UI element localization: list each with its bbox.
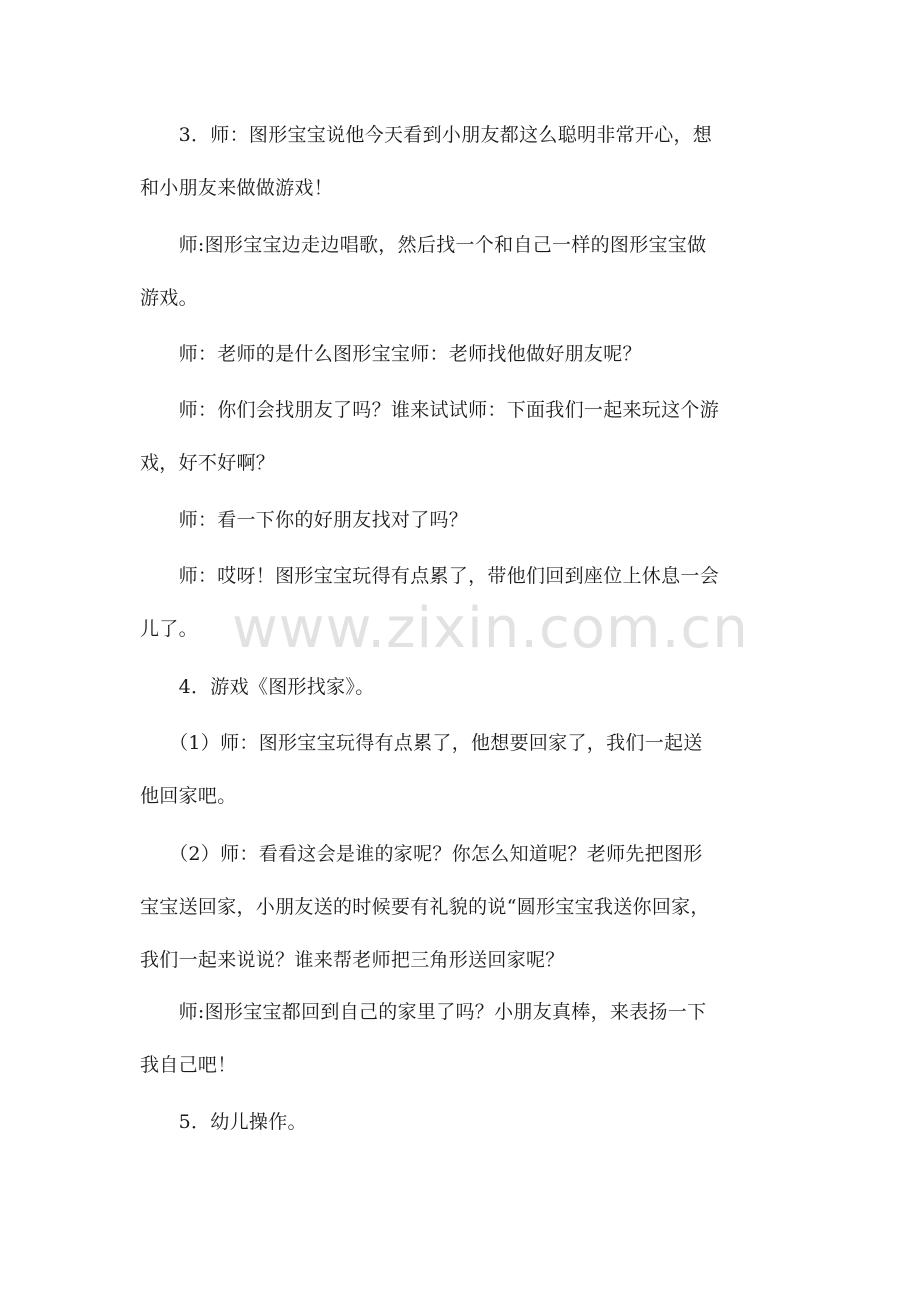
paragraph-5 bbox=[140, 494, 790, 547]
text-line: 师：老师的是什么图形宝宝师：老师找他做好朋友呢？ bbox=[140, 343, 642, 365]
text-line: 儿了。 bbox=[140, 618, 198, 640]
paragraph-6 bbox=[140, 550, 790, 656]
text-line: 师：你们会找朋友了吗？谁来试试师：下面我们一起来玩这个游 bbox=[140, 399, 720, 421]
text-line: 他回家吧。 bbox=[140, 785, 237, 807]
text-line: 师：哎呀！图形宝宝玩得有点累了，带他们回到座位上休息一会 bbox=[140, 565, 720, 587]
paragraph-1 bbox=[140, 109, 790, 215]
text-line: （2）师：看看这会是谁的家呢？你怎么知道呢？老师先把图形 bbox=[140, 843, 703, 865]
paragraph-11 bbox=[140, 1096, 790, 1149]
paragraph-4 bbox=[140, 384, 790, 490]
text-line: 和小朋友来做做游戏！ bbox=[140, 177, 334, 199]
text-line: 3．师：图形宝宝说他今天看到小朋友都这么聪明非常开心，想 bbox=[140, 124, 713, 146]
text-line: （1）师：图形宝宝玩得有点累了，他想要回家了，我们一起送 bbox=[140, 732, 703, 754]
text-line: 5．幼儿操作。 bbox=[140, 1111, 307, 1133]
paragraph-9 bbox=[140, 828, 790, 987]
text-line: 师:图形宝宝都回到自己的家里了吗？小朋友真棒，来表扬一下 bbox=[140, 1001, 707, 1023]
paragraph-7 bbox=[140, 661, 790, 714]
paragraph-8 bbox=[140, 717, 790, 823]
watermark: www.zixin.com.cn bbox=[232, 596, 749, 661]
text-line: 我自己吧！ bbox=[140, 1054, 237, 1076]
text-line: 我们一起来说说？谁来帮老师把三角形送回家呢？ bbox=[140, 949, 565, 971]
text-line: 戏，好不好啊？ bbox=[140, 452, 276, 474]
text-line: 师：看一下你的好朋友找对了吗？ bbox=[140, 509, 469, 531]
paragraph-10 bbox=[140, 986, 790, 1092]
paragraph-2 bbox=[140, 219, 790, 325]
text-line: 游戏。 bbox=[140, 287, 198, 309]
text-line: 4．游戏《图形找家》。 bbox=[140, 676, 375, 698]
text-line: 宝宝送回家，小朋友送的时候要有礼貌的说“圆形宝宝我送你回家， bbox=[140, 896, 710, 918]
paragraph-3 bbox=[140, 328, 790, 381]
text-line: 师:图形宝宝边走边唱歌，然后找一个和自己一样的图形宝宝做 bbox=[140, 234, 707, 256]
